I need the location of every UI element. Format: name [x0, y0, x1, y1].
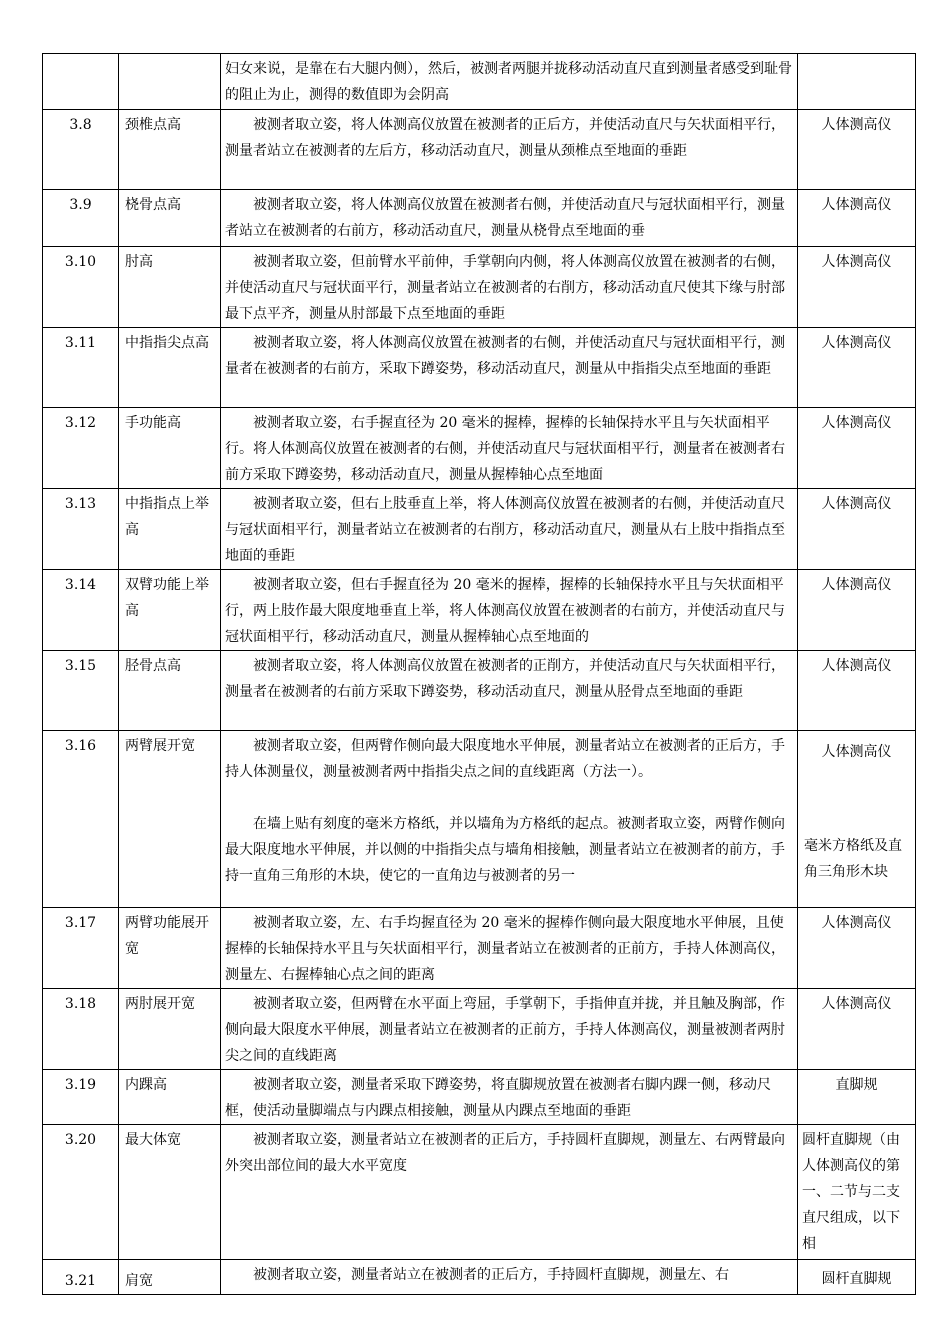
description-text-method-two: 在墙上贴有刻度的毫米方格纸，并以墙角为方格纸的起点。被测者取立姿，两臂作侧向最大限度地水平伸展，并以侧的中指指尖点与墙角相接触，测量者站立在被测者的前方，手持一直角三角形的木块，使它的一直角边与被测者的另一: [225, 816, 785, 884]
item-instrument: [798, 54, 916, 110]
item-instrument: 人体测高仪: [798, 247, 916, 328]
item-instrument: 人体测高仪: [798, 190, 916, 247]
item-instrument: 直脚规: [798, 1070, 916, 1125]
instrument-text: 圆杆直脚规（由人体测高仪的第一、二节与二支直尺组成，以下相: [802, 1132, 900, 1252]
table-row: [43, 190, 916, 247]
item-name: 双臂功能上举高: [119, 570, 221, 651]
item-description: [221, 570, 798, 651]
item-name: 最大体宽: [119, 1125, 221, 1260]
item-number: 3.11: [43, 328, 119, 408]
description-text: 妇女来说，是靠在右大腿内侧），然后，被测者两腿并拢移动活动直尺直到测量者感受到耻骨的阻止为止，测得的数值即为会阴高: [225, 61, 792, 103]
item-description: [221, 908, 798, 989]
instrument-secondary: 毫米方格纸及直角三角形木块: [804, 838, 902, 880]
item-number: 3.18: [43, 989, 119, 1070]
item-number: 3.20: [43, 1125, 119, 1260]
item-number: [43, 54, 119, 110]
item-description: [221, 54, 798, 110]
table-row: [43, 651, 916, 731]
description-text: 被测者取立姿，但两臂在水平面上弯屈，手掌朝下，手指伸直并拢，并且触及胸部，作侧向最大限度水平伸展，测量者站立在被测者的正前方，手持人体测高仪，测量被测者两肘尖之间的直线距离: [225, 996, 785, 1064]
item-name: [119, 54, 221, 110]
item-number: 3.8: [43, 110, 119, 190]
description-text: 被测者取立姿，右手握直径为 20 毫米的握棒，握棒的长轴保持水平且与矢状面相平行。将人体测高仪放置在被测者的右侧，并使活动直尺与冠状面相平行，测量者在被测者右前方采取下蹲姿势，移动活动直尺，测量从握棒轴心点至地面: [225, 415, 785, 483]
item-instrument: 人体测高仪: [798, 989, 916, 1070]
table-row: [43, 247, 916, 328]
item-name: 肘高: [119, 247, 221, 328]
item-number: 3.14: [43, 570, 119, 651]
item-name: 颈椎点高: [119, 110, 221, 190]
item-name: 中指指点上举高: [119, 489, 221, 570]
item-number: 3.21: [43, 1260, 119, 1295]
description-text: 被测者取立姿，将人体测高仪放置在被测者的正削方，并使活动直尺与矢状面相平行，测量者在被测者的右前方采取下蹲姿势，移动活动直尺，测量从胫骨点至地面的垂距: [225, 658, 785, 700]
item-instrument: 人体测高仪: [798, 908, 916, 989]
description-text: 被测者取立姿，测量者站立在被测者的正后方，手持圆杆直脚规，测量左、右两臂最向外突出部位间的最大水平宽度: [225, 1132, 785, 1174]
item-instrument: [798, 731, 916, 908]
item-description: [221, 110, 798, 190]
item-description: [221, 190, 798, 247]
table-row: [43, 731, 916, 908]
item-instrument: 人体测高仪: [798, 328, 916, 408]
description-text: 被测者取立姿，但前臂水平前伸，手掌朝向内侧，将人体测高仪放置在被测者的右侧，并使活动直尺与冠状面平行，测量者站立在被测者的右削方，移动活动直尺使其下缘与肘部最下点平齐，测量从肘部最下点至地面的垂距: [225, 254, 785, 322]
item-description: [221, 247, 798, 328]
instrument-primary: 人体测高仪: [821, 744, 892, 760]
description-text: 被测者取立姿，左、右手均握直径为 20 毫米的握棒作侧向最大限度地水平伸展，且使握棒的长轴保持水平且与矢状面相平行，测量者站立在被测者的正前方，手持人体测高仪，测量左、右握棒轴心点之间的距离: [225, 915, 785, 983]
item-number: 3.9: [43, 190, 119, 247]
table-row: [43, 989, 916, 1070]
item-instrument: 人体测高仪: [798, 408, 916, 489]
item-name: 两臂功能展开宽: [119, 908, 221, 989]
item-name: 中指指尖点高: [119, 328, 221, 408]
table-row: [43, 1070, 916, 1125]
table-row: [43, 489, 916, 570]
item-instrument: 人体测高仪: [798, 489, 916, 570]
item-description: [221, 408, 798, 489]
item-instrument: 人体测高仪: [798, 651, 916, 731]
item-name: 两肘展开宽: [119, 989, 221, 1070]
item-description: [221, 1260, 798, 1295]
description-text: 被测者取立姿，但右手握直径为 20 毫米的握棒，握棒的长轴保持水平且与矢状面相平行，两上肢作最大限度地垂直上举，将人体测高仪放置在被测者的右前方，并使活动直尺与冠状面相平行，移动活动直尺，测量从握棒轴心点至地面的: [225, 577, 785, 645]
description-text: 被测者取立姿，但两臂作侧向最大限度地水平伸展，测量者站立在被测者的正后方，手持人体测量仪，测量被测者两中指指尖点之间的直线距离（方法一）。: [225, 738, 785, 780]
item-name: 桡骨点高: [119, 190, 221, 247]
item-name: 胫骨点高: [119, 651, 221, 731]
measurement-table: [42, 53, 916, 1295]
table-row: [43, 328, 916, 408]
item-number: 3.16: [43, 731, 119, 908]
item-instrument: [798, 1125, 916, 1260]
item-description: [221, 1125, 798, 1260]
item-name: 两臂展开宽: [119, 731, 221, 908]
table-row: [43, 908, 916, 989]
item-number: 3.15: [43, 651, 119, 731]
item-name: 肩宽: [119, 1260, 221, 1295]
description-text: 被测者取立姿，测量者站立在被测者的正后方，手持圆杆直脚规，测量左、右: [253, 1267, 729, 1283]
table-row: [43, 408, 916, 489]
table-row: [43, 570, 916, 651]
item-number: 3.12: [43, 408, 119, 489]
description-text: 被测者取立姿，测量者采取下蹲姿势，将直脚规放置在被测者右脚内踝一侧，移动尺框，使活动量脚端点与内踝点相接触，测量从内踝点至地面的垂距: [225, 1077, 771, 1119]
item-description: [221, 489, 798, 570]
item-description: [221, 989, 798, 1070]
item-number: 3.19: [43, 1070, 119, 1125]
item-name: 内踝高: [119, 1070, 221, 1125]
item-description: [221, 651, 798, 731]
item-number: 3.13: [43, 489, 119, 570]
description-text: 被测者取立姿，但右上肢垂直上举，将人体测高仪放置在被测者的右侧，并使活动直尺与冠状面相平行，测量者站立在被测者的右削方，移动活动直尺，测量从右上肢中指指点至地面的垂距: [225, 496, 785, 564]
item-number: 3.10: [43, 247, 119, 328]
item-name: 手功能高: [119, 408, 221, 489]
item-number: 3.17: [43, 908, 119, 989]
description-text: 被测者取立姿，将人体测高仪放置在被测者的正后方，并使活动直尺与矢状面相平行，测量者站立在被测者的左后方，移动活动直尺，测量从颈椎点至地面的垂距: [225, 117, 785, 159]
description-text: 被测者取立姿，将人体测高仪放置在被测者右侧，并使活动直尺与冠状面相平行，测量者站立在被测者的右前方，移动活动直尺，测量从桡骨点至地面的垂: [225, 197, 785, 239]
item-description: [221, 328, 798, 408]
item-instrument: 人体测高仪: [798, 570, 916, 651]
description-text: 被测者取立姿，将人体测高仪放置在被测者的右侧，并使活动直尺与冠状面相平行，测量者在被测者的右前方，采取下蹲姿势，移动活动直尺，测量从中指指尖点至地面的垂距: [225, 335, 785, 377]
table-row: [43, 54, 916, 110]
item-description: [221, 731, 798, 908]
item-description: [221, 1070, 798, 1125]
table-row: [43, 1260, 916, 1295]
table-row: [43, 1125, 916, 1260]
item-instrument: 人体测高仪: [798, 110, 916, 190]
item-instrument: 圆杆直脚规: [798, 1260, 916, 1295]
table-row: [43, 110, 916, 190]
